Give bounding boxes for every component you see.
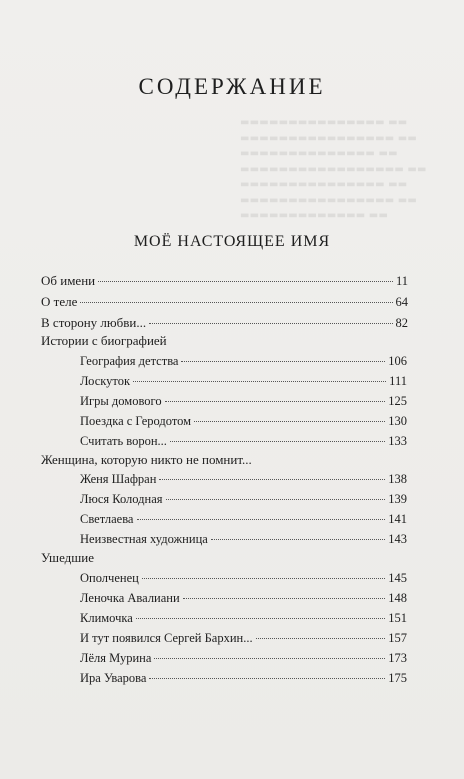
toc-entry-page: 133 xyxy=(388,434,407,448)
toc-entry[interactable] xyxy=(41,272,408,290)
toc-entry-page: 141 xyxy=(388,512,407,526)
toc-entry-title: Лоскуток xyxy=(80,374,131,388)
toc-subentry[interactable] xyxy=(80,412,407,430)
toc-subentry[interactable] xyxy=(80,629,407,647)
dot-leader xyxy=(166,499,386,500)
toc-entry-page: 139 xyxy=(388,492,407,506)
toc-subentry[interactable] xyxy=(80,490,407,508)
toc-entry-page: 111 xyxy=(389,374,407,388)
toc-subentry[interactable] xyxy=(80,510,407,528)
toc-entry-title: Лёля Мурина xyxy=(80,651,152,665)
toc-entry-page: 173 xyxy=(388,651,407,665)
toc-subentry[interactable] xyxy=(80,589,407,607)
toc-entry-title: О теле xyxy=(41,294,78,309)
toc-entry-title: Неизвестная художница xyxy=(80,532,208,546)
toc-entry-page: 151 xyxy=(388,611,407,625)
toc-entry-page: 148 xyxy=(388,591,407,605)
dot-leader xyxy=(194,421,385,422)
toc-entry[interactable] xyxy=(41,314,408,332)
dot-leader xyxy=(98,281,393,282)
toc-subentry[interactable] xyxy=(80,649,407,667)
toc-subentry[interactable] xyxy=(80,609,407,627)
toc-entry-title: География детства xyxy=(80,354,179,368)
toc-entry-title: Женя Шафран xyxy=(80,472,157,486)
toc-group-title[interactable]: Женщина, которую никто не помнит... xyxy=(41,452,252,467)
toc-subentry[interactable] xyxy=(80,392,407,410)
toc-entry-title: Климочка xyxy=(80,611,133,625)
dot-leader xyxy=(256,638,386,639)
dot-leader xyxy=(181,361,385,362)
toc-subentry[interactable] xyxy=(80,470,407,488)
toc-subentry[interactable] xyxy=(80,372,407,390)
show-through-texture: ▬▬▬▬▬▬▬▬▬▬▬▬▬▬▬ ▬▬ ▬▬▬▬▬▬▬▬▬▬▬▬▬▬▬▬ ▬▬ ▬▬▬▬▬▬▬▬▬▬▬▬▬▬ ▬▬ ▬▬▬▬▬▬▬▬▬▬▬▬▬▬▬▬▬ ▬▬ ▬▬▬▬▬▬▬▬▬▬▬▬▬▬▬ ▬▬ ▬▬▬▬▬▬▬▬▬▬▬▬▬▬▬▬ ▬▬ ▬▬▬▬▬▬▬▬▬▬▬▬▬ ▬▬ xyxy=(240,117,427,221)
section-title: МОЁ НАСТОЯЩЕЕ ИМЯ xyxy=(133,233,331,250)
toc-entry-page: 157 xyxy=(388,631,407,645)
toc-entry-title: И тут появился Сергей Бархин... xyxy=(80,631,253,645)
toc-entry-title: В сторону любви... xyxy=(41,315,147,330)
dot-leader xyxy=(142,578,385,579)
toc-entry[interactable] xyxy=(41,293,408,311)
toc-entry-page: 125 xyxy=(388,394,407,408)
toc-entry-page: 11 xyxy=(395,274,408,288)
dot-leader xyxy=(170,441,385,442)
dot-leader xyxy=(149,323,392,324)
dot-leader xyxy=(133,381,386,382)
toc-entry-page: 138 xyxy=(388,472,407,486)
toc-entry-title: Леночка Авалиани xyxy=(80,591,180,605)
dot-leader xyxy=(183,598,386,599)
dot-leader xyxy=(211,539,385,540)
toc-entry-title: Считать ворон... xyxy=(80,434,167,448)
toc-entry-title: Светлаева xyxy=(80,512,134,526)
dot-leader xyxy=(137,519,386,520)
toc-subentry[interactable] xyxy=(80,352,407,370)
toc-entry-title: Об имени xyxy=(41,273,96,288)
toc-subentry[interactable] xyxy=(80,569,407,587)
toc-subentry[interactable] xyxy=(80,669,407,687)
toc-group-title[interactable]: Ушедшие xyxy=(41,550,95,565)
dot-leader xyxy=(165,401,386,402)
toc-entry-title: Поездка с Геродотом xyxy=(80,414,192,428)
dot-leader xyxy=(159,479,385,480)
toc-entry-page: 145 xyxy=(388,571,407,585)
toc-subentry[interactable] xyxy=(80,530,407,548)
toc-entry-page: 82 xyxy=(395,316,408,330)
toc-entry-page: 64 xyxy=(395,295,408,309)
dot-leader xyxy=(154,658,385,659)
toc-group-title[interactable]: Истории с биографией xyxy=(41,333,167,348)
page-heading: СОДЕРЖАНИЕ xyxy=(138,74,326,99)
toc-entry-title: Ополченец xyxy=(80,571,139,585)
dot-leader xyxy=(136,618,385,619)
dot-leader xyxy=(80,302,392,303)
toc-entry-title: Игры домового xyxy=(80,394,162,408)
toc-entry-page: 175 xyxy=(388,671,407,685)
dot-leader xyxy=(149,678,385,679)
toc-entry-title: Ира Уварова xyxy=(80,671,147,685)
toc-entry-page: 143 xyxy=(388,532,407,546)
toc-entry-page: 106 xyxy=(388,354,407,368)
toc-subentry[interactable] xyxy=(80,432,407,450)
toc-entry-page: 130 xyxy=(388,414,407,428)
toc-entry-title: Люся Колодная xyxy=(80,492,163,506)
